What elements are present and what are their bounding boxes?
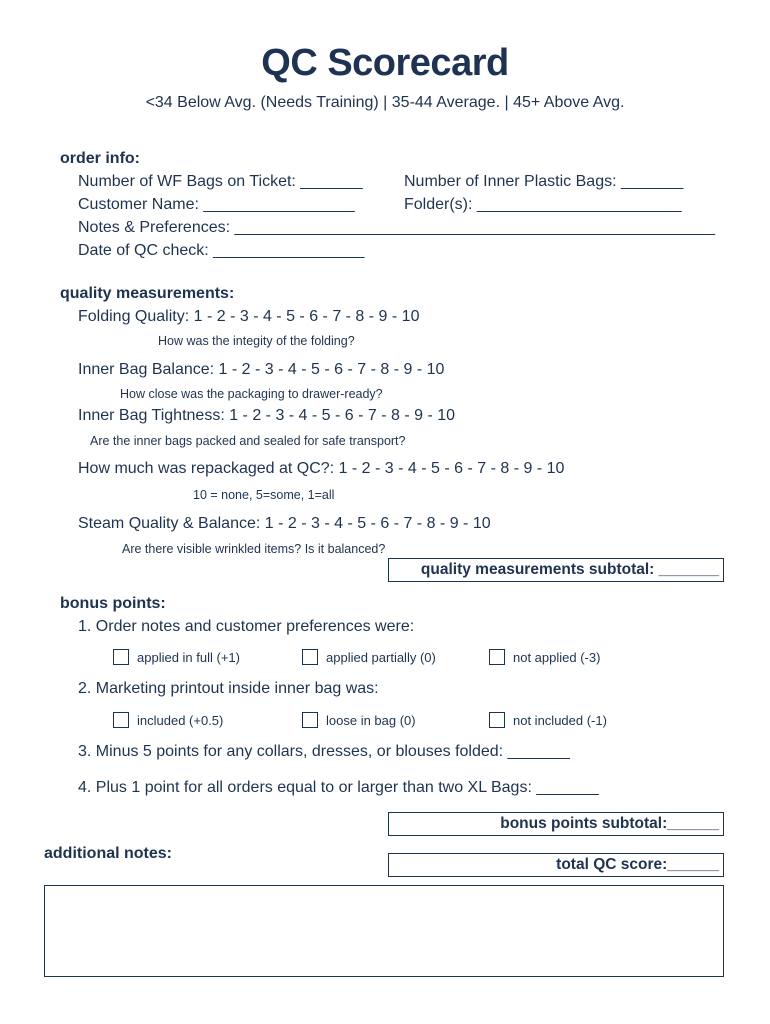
checkbox-icon [113,712,129,728]
checkbox-not-included[interactable] [489,712,607,728]
page-title: QC Scorecard [261,42,509,84]
checkbox-applied-partially[interactable] [302,649,436,665]
bonus-heading: bonus points: [60,595,166,612]
score-legend: <34 Below Avg. (Needs Training) | 35-44 Average. | 45+ Above Avg. [145,94,625,111]
checkbox-not-applied[interactable] [489,649,600,665]
quality-heading: quality measurements: [60,285,235,302]
folding-quality-hint: How was the integity of the folding? [158,334,355,348]
checkbox-icon [302,649,318,665]
order-info-heading: order info: [60,150,140,167]
checkbox-label: applied partially (0) [326,649,436,665]
additional-notes-heading: additional notes: [44,845,172,862]
repackaged-hint: 10 = none, 5=some, 1=all [193,488,335,502]
checkbox-label: not applied (-3) [513,649,601,665]
inner-bag-tightness-hint: Are the inner bags packed and sealed for safe transport? [90,434,406,448]
inner-bag-balance-hint: How close was the packaging to drawer-ready? [120,387,383,401]
checkbox-icon [113,649,129,665]
steam-quality-scale: Steam Quality & Balance: 1 - 2 - 3 - 4 - 5 - 6 - 7 - 8 - 9 - 10 [78,515,491,532]
additional-notes-area[interactable] [44,885,724,977]
checkbox-label: loose in bag (0) [326,712,416,728]
checkbox-icon [489,649,505,665]
checkbox-included[interactable] [113,712,223,728]
folding-quality-scale: Folding Quality: 1 - 2 - 3 - 4 - 5 - 6 - 7 - 8 - 9 - 10 [78,308,420,325]
checkbox-icon [489,712,505,728]
inner-bag-balance-scale: Inner Bag Balance: 1 - 2 - 3 - 4 - 5 - 6 - 7 - 8 - 9 - 10 [78,361,445,378]
bonus-subtotal-box: bonus points subtotal:______ [388,812,724,836]
total-score-box: total QC score:______ [388,853,724,877]
checkbox-label: not included (-1) [513,712,607,728]
wf-bags-field: Number of WF Bags on Ticket: _______ [78,173,363,190]
checkbox-loose-in-bag[interactable] [302,712,416,728]
repackaged-scale: How much was repackaged at QC?: 1 - 2 - 3 - 4 - 5 - 6 - 7 - 8 - 9 - 10 [78,460,565,477]
quality-subtotal-box: quality measurements subtotal: _______ [388,558,724,582]
checkbox-applied-in-full[interactable] [113,649,240,665]
bonus-question-2: 2. Marketing printout inside inner bag was: [78,680,379,697]
notes-preferences-field: Notes & Preferences: ______________________________________________________ [78,219,716,236]
bonus-question-1: 1. Order notes and customer preferences were: [78,618,415,635]
bonus-question-4: 4. Plus 1 point for all orders equal to or larger than two XL Bags: _______ [78,779,599,796]
checkbox-label: applied in full (+1) [137,649,240,665]
inner-bags-field: Number of Inner Plastic Bags: _______ [404,173,684,190]
checkbox-label: included (+0.5) [137,712,224,728]
customer-name-field: Customer Name: _________________ [78,196,355,213]
folders-field: Folder(s): _______________________ [404,196,682,213]
bonus-question-3: 3. Minus 5 points for any collars, dresses, or blouses folded: _______ [78,743,570,760]
qc-date-field: Date of QC check: _________________ [78,242,365,259]
steam-quality-hint: Are there visible wrinkled items? Is it balanced? [122,542,386,556]
inner-bag-tightness-scale: Inner Bag Tightness: 1 - 2 - 3 - 4 - 5 - 6 - 7 - 8 - 9 - 10 [78,407,456,424]
checkbox-icon [302,712,318,728]
